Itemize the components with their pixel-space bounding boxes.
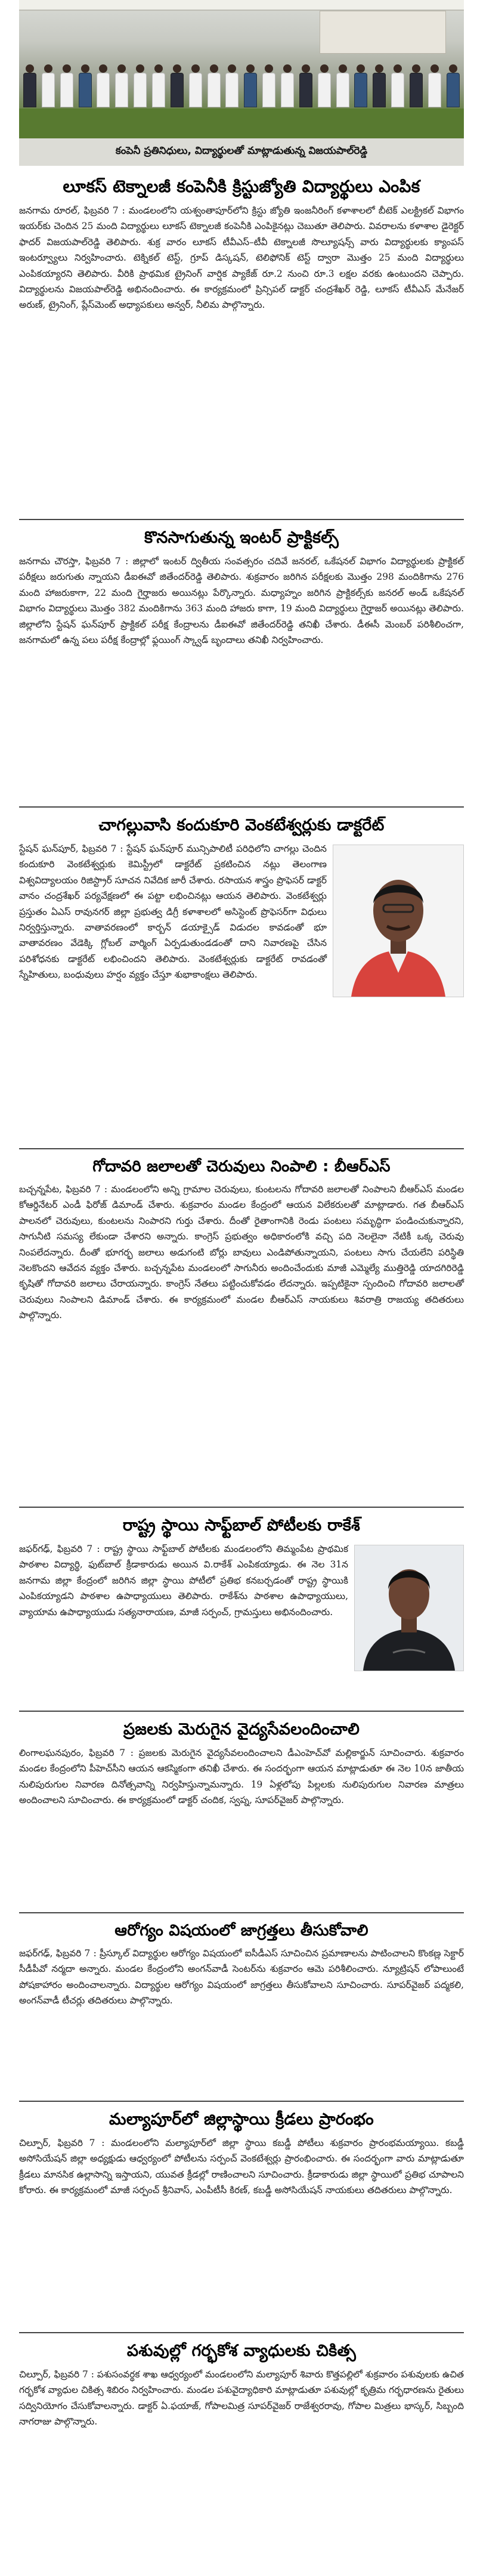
article-health-care — [19, 1918, 464, 2009]
divider — [19, 1711, 464, 1712]
article-body: లింగాలఘనపురం, ఫిబ్రవరి 7 : ప్రజలకు మెరుగైన వైద్యసేవలందించాలని డీఎంహెచ్‌వో మల్లికార్జున్‌ సూచించారు. శుక్రవారం మండల కేంద్రంలోని పీహెచ్‌సీని ఆయన ఆకస్మికంగా తనిఖీ చేశారు. ఈ సందర్భంగా ఆయన మాట్లాడుతూ ఈ నెల 10న జాతీయ నులిపురుగుల నివారణ దినోత్సవాన్ని నిర్వహిస్తున్నామన్నారు. 19 ఏళ్లలోపు పిల్లలకు నులిపురుగుల నివారణ మాత్రలు అందించాలని సూచించారు. ఈ కార్యక్రమంలో డాక్టర్‌ చందిక, స్వప్న, సూపర్‌వైజర్‌ పాల్గొన్నారు. — [19, 1748, 464, 1806]
article-body: జనగామ రూరల్‌, ఫిబ్రవరి 7 : మండలంలోని యశ్వంతాపూర్‌లోని క్రిస్టు జ్యోతి ఇంజనీరింగ్‌ కళాశాలలో బీటెక్‌ ఎలక్ట్రికల్‌ విభాగం ఇయర్‌కు చెందిన 25 మంది విద్యార్థులు లూకస్‌ టెక్నాలజీ కంపెనీకి ఎంపికైనట్లు చెబుతూ తెలిపారు. వివరాలను కళాశాల డైరెక్టర్‌ ఫాదర్‌ విజయపాల్‌రెడ్డి తెలిపారు. శుక్ర వారం లూకస్‌ టీవీఎస్‌–టీవీ టెక్నాలజీ సొల్యూషన్స్‌ వారు విద్యార్థులకు క్యాంపస్‌ ఇంటర్వ్యూలు నిర్వహించారు. టెక్నికల్‌ టెస్ట్‌, గ్రూప్‌ డిస్కషన్‌, టెలిఫోనిక్‌ టెస్ట్‌ ద్వారా మొత్తం 25 మంది విద్యార్థులు ఎంపికయ్యారని తెలిపారు. వీరికి ప్రాథమిక ట్రైనింగ్‌ వార్షిక ప్యాకేజ్‌ రూ.2 నుంచి రూ.3 లక్షల వరకు ఉంటుందని చెప్పారు. విద్యార్థులను విజయపాల్‌రెడ్డి అభినందించారు. ఈ కార్యక్రమంలో ప్రిన్సిపల్‌ డాక్టర్‌ చంద్రశేఖర్‌ రెడ్డి, లూకస్‌ టీవీఎస్‌ మేనేజర్‌ అరుణ్‌, ట్రైనింగ్‌, ప్లేస్‌మెంట్‌ అధ్యాపకులు అన్వర్‌, నీలిమ పాల్గొన్నారు. — [19, 205, 464, 311]
venkateswarlu-portrait — [333, 845, 464, 997]
divider — [19, 2101, 464, 2102]
photo-caption: కంపెనీ ప్రతినిధులు, విద్యార్థులతో మాట్లాడుతున్న విజయపాల్‌రెడ్డి — [19, 138, 464, 166]
article-headline: ప్రజలకు మెరుగైన వైద్యసేవలందించాలి — [123, 1720, 360, 1739]
article-headline: రాష్ట్ర స్థాయి సాఫ్ట్‌బాల్‌ పోటీలకు రాకేశ్‌ — [122, 1516, 361, 1535]
article-district-sports — [19, 2107, 464, 2198]
article-cattle-treatment — [19, 2338, 464, 2430]
article-headline: కొనసాగుతున్న ఇంటర్‌ ప్రాక్టికల్స్‌ — [144, 528, 339, 547]
photo-people-row — [24, 36, 459, 107]
divider — [19, 1148, 464, 1149]
article-body: బచ్చన్నపేట, ఫిబ్రవరి 7 : మండలంలోని అన్ని గ్రామాల చెరువులు, కుంటలను గోదావరి జలాలతో నింపాలని బీఆర్‌ఎస్‌ మండల కోఆర్డినేటర్‌ ఎండీ ఫిరోజ్‌ డిమాండ్‌ చేశారు. శుక్రవారం మండల కేంద్రంలో ఆయన విలేకరులతో మాట్లాడారు. గత బీఆర్‌ఎస్‌ పాలనలో చెరువులు, కుంటలను నింపారని గుర్తు చేశారు. దీంతో రైతాంగానికి రెండు పంటలు సమృద్ధిగా పండించుకున్నారని, సాగునీటి సమస్య లేకుండా చేశారని అన్నారు. కాంగ్రెస్‌ ప్రభుత్వం అధికారంలోకి వచ్చి పది నెలలైనా నేటికీ ఒక్క చెరువు నింపలేదన్నారు. దీంతో భూగర్భ జలాలు అడుగంటి బోర్లు బావులు ఎండిపోతున్నాయని, పంటలు సాగు చేయలేని పరిస్థితి నెలకొందని ఆవేదన వ్యక్తం చేశారు. బచ్చన్నపేట మండలంలో సాగునీరు అందించేందుకు మాజీ ఎమ్మెల్యే ముత్తిరెడ్డి యాదగిరిరెడ్డి కృషితో గోదావరి జలాలు చేరాయన్నారు. కాంగ్రెస్‌ నేతలు పట్టించుకోవడం లేదన్నారు. ఇప్పటికైనా స్పందించి గోదావరి జలాలతో చెరువులు నింపాలని డిమాండ్‌ చేశారు. ఈ కార్యక్రమంలో మండల బీఆర్‌ఎస్‌ నాయకులు శివరాత్రి రాజయ్య తదితరులు పాల్గొన్నారు. — [19, 1184, 464, 1321]
divider — [19, 806, 464, 808]
article-godavari-waters — [19, 1154, 464, 1323]
divider — [19, 519, 464, 520]
article-headline: గోదావరి జలాలతో చెరువులు నింపాలి : బీఆర్‌ఎస్‌ — [92, 1158, 391, 1176]
article-body: జఫర్‌గఢ్‌, ఫిబ్రవరి 7 : ప్రీస్కూల్‌ విద్యార్థుల ఆరోగ్యం విషయంలో ఐసీడీఎస్‌ సూచించిన ప్రమాణాలను పాటించాలని కొంకణ్ల సెక్టార్‌ సీడీపీవో నర్మదా అన్నారు. మండల కేంద్రంలోని అంగన్‌వాడీ సెంటర్‌ను శుక్రవారం ఆమె పరిశీలించారు. న్యూట్రిషన్‌ లోపాలుంటే పోషకాహారం అందించాలన్నారు. విద్యార్థుల ఆరోగ్యం విషయంలో జాగ్రత్తలు తీసుకోవాలని సూచించారు. సూపర్‌వైజర్‌ పద్మకలి, అంగన్‌వాడీ టీచర్లు తదితరులు పాల్గొన్నారు. — [19, 1948, 464, 2006]
article-medical-services — [19, 1717, 464, 1808]
article-body: జనగామ చౌరస్తా, ఫిబ్రవరి 7 : జిల్లాలో ఇంటర్‌ ద్వితీయ సంవత్సరం చదివే జనరల్‌, ఒకేషనల్‌ విభాగం విద్యార్థులకు ప్రాక్టికల్‌ పరీక్షలు జరుగుతు న్నాయని డీఐఈవో జితేందర్‌రెడ్డి తెలిపారు. శుక్రవారం జరిగిన పరీక్షలకు మొత్తం 298 మందికిగాను 276 మంది హాజరుకాగా, 22 మంది గైర్హాజరు అయినట్లు పేర్కొన్నారు. మధ్యాహ్నం జరిగిన ప్రాక్టికల్స్‌కు జనరల్‌ అండ్‌ ఒకేషనల్‌ విభాగం విద్యార్థులు మొత్తం 382 మందికిగాను 363 మంది హాజరు కాగా, 19 మంది విద్యార్థులు గైర్హాజర్‌ అయినట్లు తెలిపారు. జిల్లాలోని స్టేషన్‌ ఘన్‌పూర్‌ ప్రాక్టికల్‌ పరీక్ష కేంద్రాలను డీఐఈవో జితేందర్‌రెడ్డి తనిఖీ చేశారు. డీఈసీ మెంబర్‌ పరిశీలించగా, జనగామలో ఉన్న పలు పరీక్ష కేంద్రాల్లో ఫ్లయింగ్‌ స్క్వాడ్‌ బృందాలు తనిఖీ నిర్వహించారు. — [19, 556, 464, 646]
article-inter-practicals — [19, 525, 464, 648]
divider — [19, 1912, 464, 1913]
article-body: స్టేషన్‌ ఘన్‌పూర్‌, ఫిబ్రవరి 7 : స్టేషన్‌ ఘన్‌పూర్‌ మున్సిపాలిటీ పరిధిలోని చాగల్లు చెందిన కందుకూరి వెంకటేశ్వర్లుకు కెమిస్ట్రీలో డాక్టరేట్‌ ప్రకటించిన నట్లు తెలంగాణ విశ్వవిద్యాలయం రిజిస్ట్రార్‌ సూచన నివేదిక జారీ చేశారు. రసాయన శాస్త్రం ప్రొఫెసర్‌ డాక్టర్‌ వానం చంద్రశేఖర్‌ పర్యవేక్షణలో ఈ పట్టా లభించినట్లు ఆయన తెలిపారు. వెంకటేశ్వర్లు ప్రస్తుతం ఏఎస్‌ రావునగర్‌ జిల్లా ప్రభుత్వ డిగ్రీ కళాశాలలో అసిస్టెంట్‌ ప్రొఫెసర్‌గా విధులు నిర్వర్తిస్తున్నారు. వాతావరణంలో కార్బన్‌ డయాక్సైడ్‌ విడుదల కావడంతో భూ వాతావరణం వేడెక్కి గ్లోబల్‌ వార్మింగ్‌ ఏర్పడుతుండడంతో దాని నివారణపై చేసిన పరిశోధనకు డాక్టరేట్‌ లభించిందని తెలిపారు. వెంకటేశ్వర్లుకు డాక్టరేట్‌ రావడంతో స్నేహితులు, బంధువులు హర్షం వ్యక్తం చేస్తూ శుభాకాంక్షలు తెలిపారు. — [19, 843, 327, 981]
article-softball — [19, 1513, 464, 1675]
article-lucas-technology — [19, 173, 464, 313]
article-body: చిల్పూర్‌, ఫిబ్రవరి 7 : మండలంలోని మల్యాపూర్‌లో జిల్లా స్థాయి కబడ్డీ పోటీలు శుక్రవారం ప్రారంభమయ్యాయి. కబడ్డీ అసోసియేషన్‌ జిల్లా అధ్యక్షుడు ఆధ్వర్యంలో పోటీలను సర్పంచ్‌ వెంకటేశ్వర్లు ప్రారంభించారు. ఈ సందర్భంగా వారు మాట్లాడుతూ క్రీడలు మానసిక ఉల్లాసాన్ని ఇస్తాయని, యువత క్రీడల్లో రాణించాలని సూచించారు. క్రీడాకారుడు జిల్లా స్థాయిలో ప్రతిభ చూపాలని కోరారు. ఈ కార్యక్రమంలో మాజీ సర్పంచ్‌ శ్రీనివాస్‌, ఎంపీటీసీ కిరణ్‌, కబడ్డీ అసోసియేషన్‌ నాయకులు తదితరులు పాల్గొన్నారు. — [19, 2138, 464, 2196]
article-body: చిల్పూర్‌, ఫిబ్రవరి 7 : పశుసంవర్థక శాఖ ఆధ్వర్యంలో మండలంలోని మల్యాపూర్‌ శివారు కొత్తపల్లిలో శుక్రవారం పశువులకు ఉచిత గర్భకోశ వ్యాధుల చికిత్స శిబిరం నిర్వహించారు. మండల పశువైద్యాధికారి మాట్లాడుతూ పశువుల్లో కృత్రిమ గర్భధారణను రైతులు సద్వినియోగం చేసుకోవాలన్నారు. డాక్టర్‌ ఏ.ఫయాజ్‌, గోపాలమిత్ర సూపర్‌వైజర్‌ రాజేశ్వరరావు, గోపాల మిత్రలు భాస్కర్‌, సిబ్బంది నాగరాజు పాల్గొన్నారు. — [19, 2369, 464, 2427]
divider — [19, 1507, 464, 1508]
article-headline: పశువుల్లో గర్భకోశ వ్యాధులకు చికిత్స — [126, 2342, 357, 2360]
photo-grass — [19, 109, 464, 138]
photo-banner — [19, 0, 464, 11]
article-headline: మల్యాపూర్‌లో జిల్లాస్థాయి క్రీడలు ప్రారంభం — [109, 2110, 374, 2129]
rakesh-portrait — [354, 1545, 464, 1671]
article-headline: లూకస్ టెక్నాలజీ కంపెనీకి క్రిస్టుజ్యోతి విద్యార్థులు ఎంపిక — [63, 177, 420, 196]
group-photo — [19, 0, 464, 138]
article-body: జఫర్‌గఢ్‌, ఫిబ్రవరి 7 : రాష్ట్ర స్థాయి సాఫ్ట్‌బాల్‌ పోటీలకు మండలంలోని తిమ్మంపేట ప్రాథమిక పాఠశాల విద్యార్థి, ఫుట్‌బాల్‌ క్రీడాకారుడు అయిన వి.రాకేశ్‌ ఎంపికయ్యాడు. ఈ నెల 31న జనగామ జిల్లా కేంద్రంలో జరిగిన జిల్లా స్థాయి పోటీలో ప్రతిభ కనబర్చడంతో రాష్ట్ర స్థాయికి ఎంపికయ్యాడని పాఠశాల ఉపాధ్యాయులు తెలిపారు. రాకేశ్‌ను పాఠశాల ఉపాధ్యాయులు, వ్యాయామ ఉపాధ్యాయుడు సత్యనారాయణ, మాజీ సర్పంచ్‌, గ్రామస్తులు అభినందించారు. — [19, 1544, 348, 1618]
divider — [19, 2332, 464, 2333]
article-headline: ఆరోగ్యం విషయంలో జాగ్రత్తలు తీసుకోవాలి — [114, 1922, 368, 1940]
article-headline: చాగల్లువాసి కందుకూరి వెంకటేశ్వర్లుకు డాక్టరేట్‌ — [98, 816, 385, 834]
article-doctorate — [19, 812, 464, 1001]
